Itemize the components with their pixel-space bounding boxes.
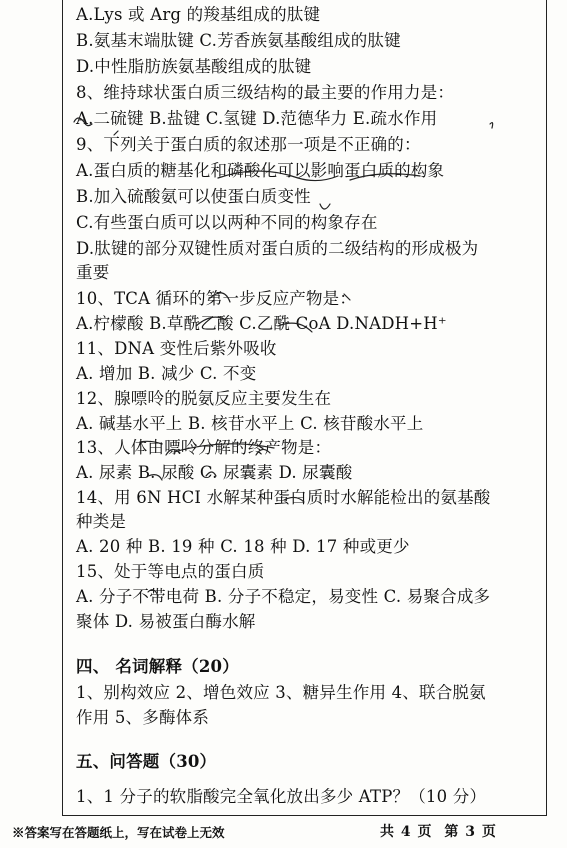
question-14: 14、用 6N HCI 水解某种蛋白质时水解能检出的氨基酸 (76, 488, 491, 507)
text-line: 种类是 (76, 512, 127, 531)
text-line: A.蛋白质的糖基化和磷酸化可以影响蛋白质的构象 (76, 161, 445, 180)
current-page: 第 3 页 (444, 824, 497, 840)
section-4-body: 1、别构效应 2、增色效应 3、糖异生作用 4、联合脱氨 (76, 683, 486, 702)
text-line: A. 碱基水平上 B. 核苷水平上 C. 核苷酸水平上 (76, 414, 424, 433)
text-line: A.柠檬酸 B.草酰乙酸 C.乙酰 CoA D.NADH+H⁺ (76, 314, 447, 333)
text-line: A. 增加 B. 减少 C. 不变 (76, 364, 257, 383)
text-line: A.Lys 或 Arg 的羧基组成的肽键 (76, 5, 321, 24)
text-line: 重要 (76, 263, 110, 282)
question-15: 15、处于等电点的蛋白质 (76, 562, 265, 581)
text-line: A.二硫键 B.盐键 C.氢键 D.范德华力 E.疏水作用 (76, 109, 438, 128)
section-5-title: 五、问答题（30） (76, 752, 217, 771)
text-line: B.加入硫酸氨可以使蛋白质变性 (76, 187, 311, 206)
text-line: 聚体 D. 易被蛋白酶水解 (76, 612, 256, 631)
question-11: 11、DNA 变性后紫外吸收 (76, 339, 277, 358)
footer-note: ※答案写在答题纸上，写在试卷上无效 (12, 825, 225, 840)
text-line: D.中性脂肪族氨基酸组成的肽键 (76, 57, 312, 76)
question-10: 10、TCA 循环的第一步反应产物是： (76, 289, 357, 308)
text-line: A. 20 种 B. 19 种 C. 18 种 D. 17 种或更少 (76, 537, 410, 556)
page-indicator (380, 821, 503, 841)
question-13: 13、人体由嘌呤分解的终产物是： (76, 438, 332, 457)
question-12: 12、腺嘌呤的脱氨反应主要发生在 (76, 389, 332, 408)
text-line: D.肽键的部分双键性质对蛋白质的二级结构的形成极为 (76, 239, 479, 258)
question-8: 8、维持球状蛋白质三级结构的最主要的作用力是： (76, 83, 455, 102)
question-9: 9、下列关于蛋白质的叙述那一项是不正确的： (76, 135, 421, 154)
total-pages: 共 4 页 (380, 824, 433, 840)
text-line: C.有些蛋白质可以以两种不同的构象存在 (76, 213, 378, 232)
text-line: A. 尿素 B. 尿酸 C. 尿囊素 D. 尿囊酸 (76, 463, 353, 482)
text-line: A. 分子不带电荷 B. 分子不稳定，易变性 C. 易聚合成多 (76, 587, 491, 606)
section-4-body: 作用 5、多酶体系 (76, 708, 210, 727)
section-5-question-1: 1、1 分子的软脂酸完全氧化放出多少 ATP？（10 分） (76, 787, 487, 806)
section-4-title: 四、 名词解释（20） (76, 657, 239, 676)
text-line: B.氨基末端肽键 C.芳香族氨基酸组成的肽键 (76, 31, 401, 50)
